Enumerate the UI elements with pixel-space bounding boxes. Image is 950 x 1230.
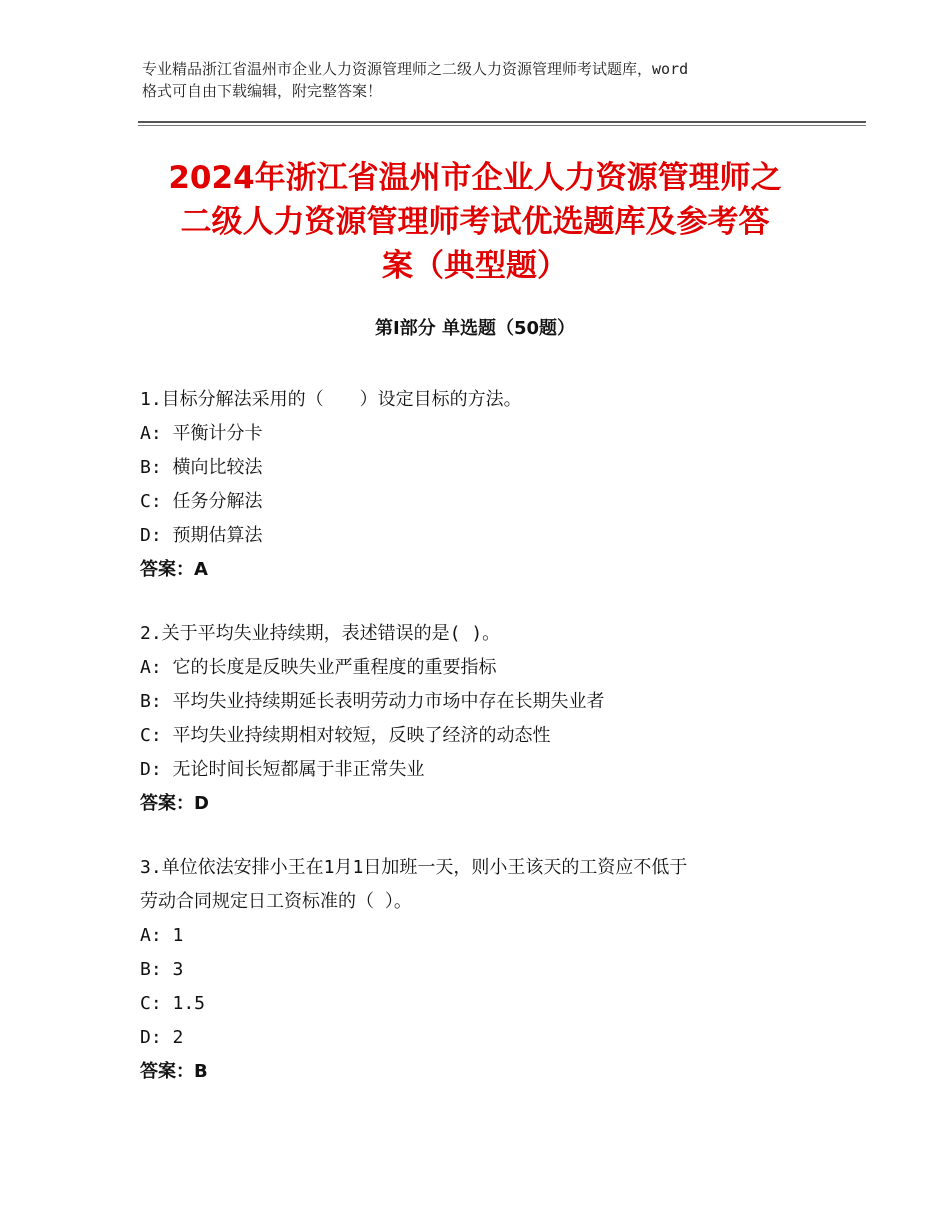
option-d: D: 无论时间长短都属于非正常失业 bbox=[140, 759, 425, 780]
document-title-line: 2024年浙江省温州市企业人力资源管理师之 bbox=[168, 160, 782, 196]
document-title-line: 二级人力资源管理师考试优选题库及参考答 bbox=[180, 204, 770, 240]
header-divider-thick bbox=[138, 121, 866, 123]
option-c: C: 1.5 bbox=[140, 993, 206, 1014]
document-title bbox=[110, 156, 840, 288]
question-2 bbox=[140, 617, 840, 821]
option-d: D: 预期估算法 bbox=[140, 525, 263, 546]
question-3 bbox=[140, 851, 840, 1089]
answer: 答案：B bbox=[140, 1061, 208, 1082]
option-b: B: 平均失业持续期延长表明劳动力市场中存在长期失业者 bbox=[140, 691, 605, 712]
option-b: B: 3 bbox=[140, 959, 184, 980]
question-stem: 3.单位依法安排小王在1月1日加班一天，则小王该天的工资应不低于 bbox=[140, 857, 688, 878]
option-a: A: 平衡计分卡 bbox=[140, 423, 263, 444]
option-b: B: 横向比较法 bbox=[140, 457, 263, 478]
option-c: C: 任务分解法 bbox=[140, 491, 263, 512]
question-stem: 2.关于平均失业持续期，表述错误的是( )。 bbox=[140, 623, 501, 644]
header-note bbox=[142, 58, 832, 102]
header-note-line: 格式可自由下载编辑，附完整答案！ bbox=[142, 82, 383, 100]
document-title-line: 案（典型题） bbox=[382, 248, 568, 284]
answer: 答案：D bbox=[140, 793, 209, 814]
header-divider-thin bbox=[138, 125, 866, 126]
option-c: C: 平均失业持续期相对较短，反映了经济的动态性 bbox=[140, 725, 551, 746]
option-a: A: 它的长度是反映失业严重程度的重要指标 bbox=[140, 657, 497, 678]
question-stem: 劳动合同规定日工资标准的（ ）。 bbox=[140, 891, 412, 912]
answer: 答案：A bbox=[140, 559, 208, 580]
question-list bbox=[140, 383, 840, 1119]
question-1 bbox=[140, 383, 840, 587]
header-note-line: 专业精品浙江省温州市企业人力资源管理师之二级人力资源管理师考试题库，word bbox=[142, 60, 689, 78]
question-stem: 1.目标分解法采用的（ ）设定目标的方法。 bbox=[140, 389, 522, 410]
option-a: A: 1 bbox=[140, 925, 184, 946]
option-d: D: 2 bbox=[140, 1027, 184, 1048]
section-title: 第Ⅰ部分 单选题（50题） bbox=[374, 318, 575, 339]
